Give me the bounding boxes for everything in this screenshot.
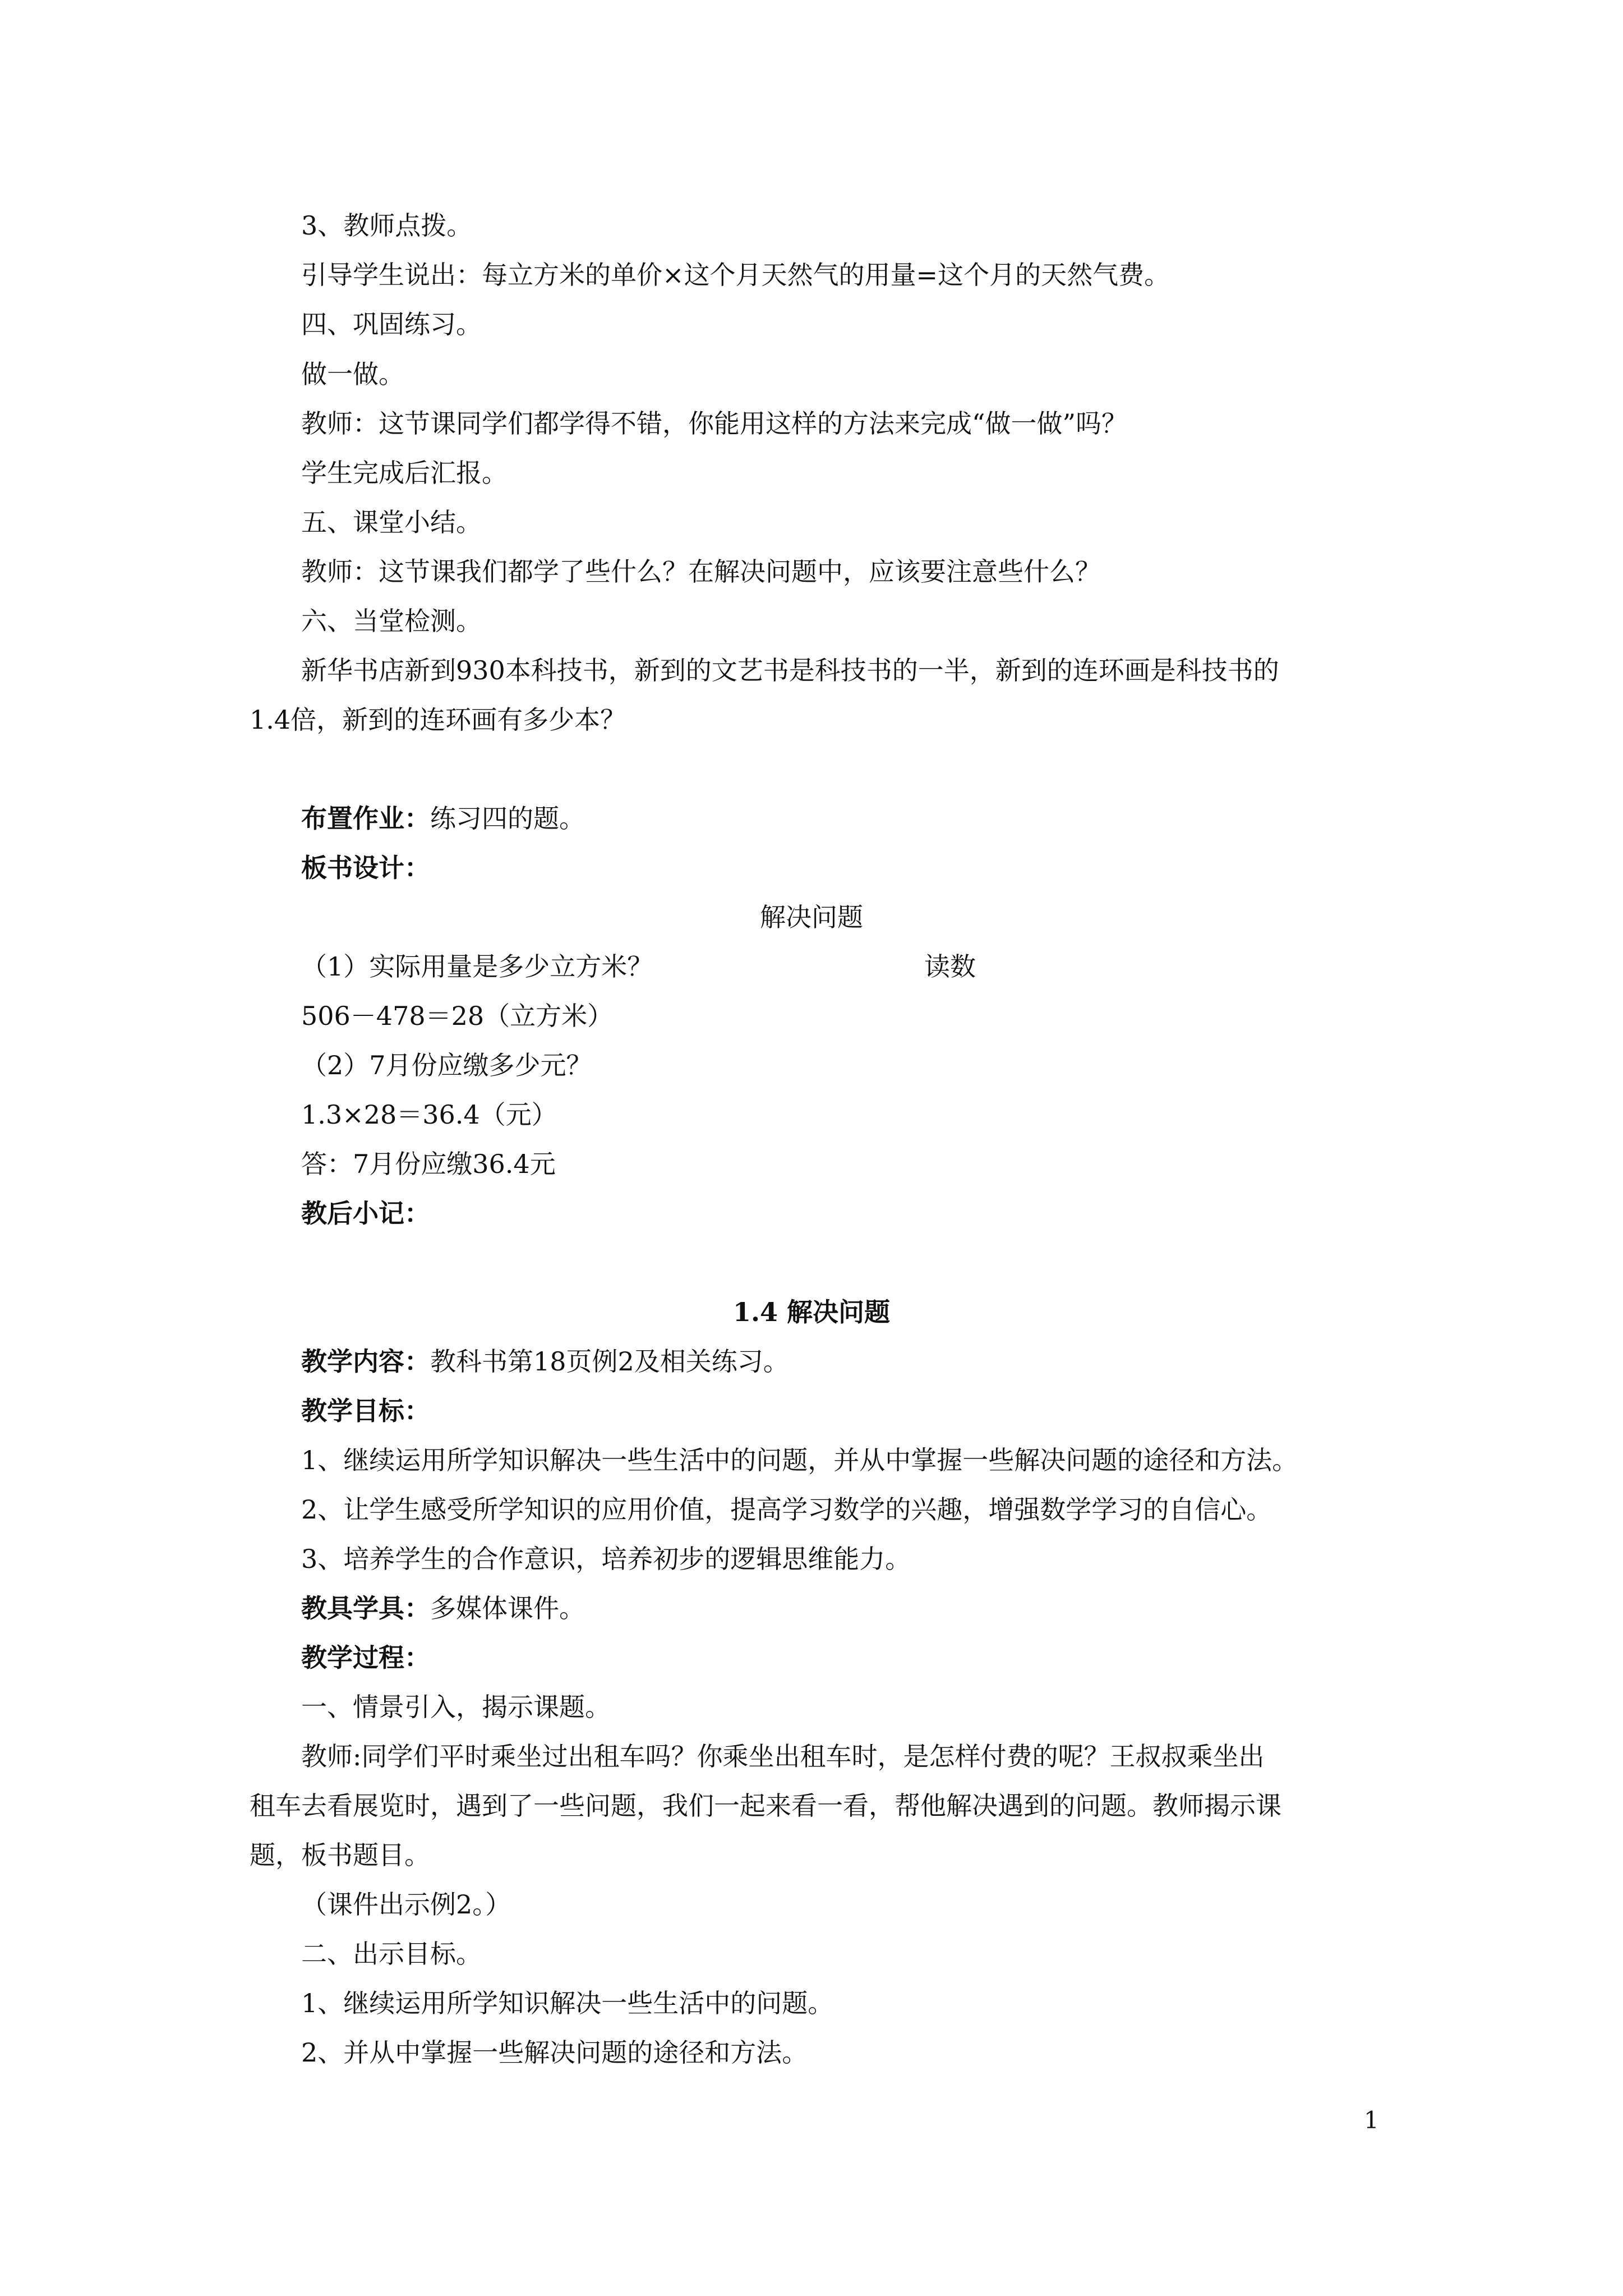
process-label: 教学过程： xyxy=(301,1642,430,1673)
board-note: 读数 xyxy=(924,951,976,982)
text-line: 学生完成后汇报。 xyxy=(301,458,508,488)
target-item: 2、并从中掌握一些解决问题的途径和方法。 xyxy=(301,2037,808,2068)
reflection-label: 教后小记： xyxy=(301,1198,430,1228)
text-line: 五、课堂小结。 xyxy=(301,507,482,537)
text-line: 四、巩固练习。 xyxy=(301,309,482,339)
text-line: 租车去看展览时，遇到了一些问题，我们一起来看一看，帮他解决遇到的问题。教师揭示课 xyxy=(250,1791,1281,1821)
text-line: 做一做。 xyxy=(301,359,404,389)
text-line: （课件出示例2。） xyxy=(301,1889,511,1920)
board-equation-2: 1.3×28＝36.4（元） xyxy=(301,1099,557,1130)
tools-text: 多媒体课件。 xyxy=(430,1593,585,1623)
board-question-2: （2）7月份应缴多少元？ xyxy=(301,1050,592,1080)
text-line: 3、教师点拨。 xyxy=(301,210,473,241)
step-heading: 一、情景引入，揭示课题。 xyxy=(301,1692,611,1722)
text-line: 教师:同学们平时乘坐过出租车吗？你乘坐出租车时，是怎样付费的呢？王叔叔乘坐出 xyxy=(301,1741,1265,1772)
homework-text: 练习四的题。 xyxy=(430,803,585,834)
lesson-content-line xyxy=(301,1345,789,1378)
text-line: 1.4倍，新到的连环画有多少本？ xyxy=(250,705,626,735)
board-question-1: （1）实际用量是多少立方米？ xyxy=(301,951,653,982)
text-line: 新华书店新到930本科技书，新到的文艺书是科技书的一半，新到的连环画是科技书的 xyxy=(301,655,1279,685)
tools-line xyxy=(301,1591,585,1625)
text-line: 六、当堂检测。 xyxy=(301,606,482,636)
board-answer: 答：7月份应缴36.4元 xyxy=(301,1149,556,1179)
lesson-heading: 1.4 解决问题 xyxy=(732,1297,891,1327)
goals-label: 教学目标： xyxy=(301,1396,430,1426)
page-number: 1 xyxy=(1364,2106,1379,2134)
content-text: 教科书第18页例2及相关练习。 xyxy=(430,1346,789,1377)
homework-label: 布置作业： xyxy=(301,803,430,834)
text-line: 题，板书题目。 xyxy=(250,1840,430,1870)
text-line: 引导学生说出：每立方米的单价×这个月天然气的用量=这个月的天然气费。 xyxy=(301,260,1170,290)
text-line: 教师：这节课同学们都学得不错，你能用这样的方法来完成“做一做”吗？ xyxy=(301,408,1128,439)
board-label: 板书设计： xyxy=(301,853,430,883)
step-heading: 二、出示目标。 xyxy=(301,1939,482,1969)
goal-item: 3、培养学生的合作意识，培养初步的逻辑思维能力。 xyxy=(301,1544,911,1574)
tools-label: 教具学具： xyxy=(301,1593,430,1623)
board-title: 解决问题 xyxy=(760,902,863,932)
board-equation-1: 506－478＝28（立方米） xyxy=(301,1001,614,1031)
content-label: 教学内容： xyxy=(301,1346,430,1377)
goal-item: 2、让学生感受所学知识的应用价值，提高学习数学的兴趣，增强数学学习的自信心。 xyxy=(301,1494,1272,1525)
homework-line xyxy=(301,802,585,835)
text-line: 教师：这节课我们都学了些什么？在解决问题中，应该要注意些什么？ xyxy=(301,556,1101,587)
target-item: 1、继续运用所学知识解决一些生活中的问题。 xyxy=(301,1988,834,2018)
goal-item: 1、继续运用所学知识解决一些生活中的问题，并从中掌握一些解决问题的途径和方法。 xyxy=(301,1445,1298,1475)
